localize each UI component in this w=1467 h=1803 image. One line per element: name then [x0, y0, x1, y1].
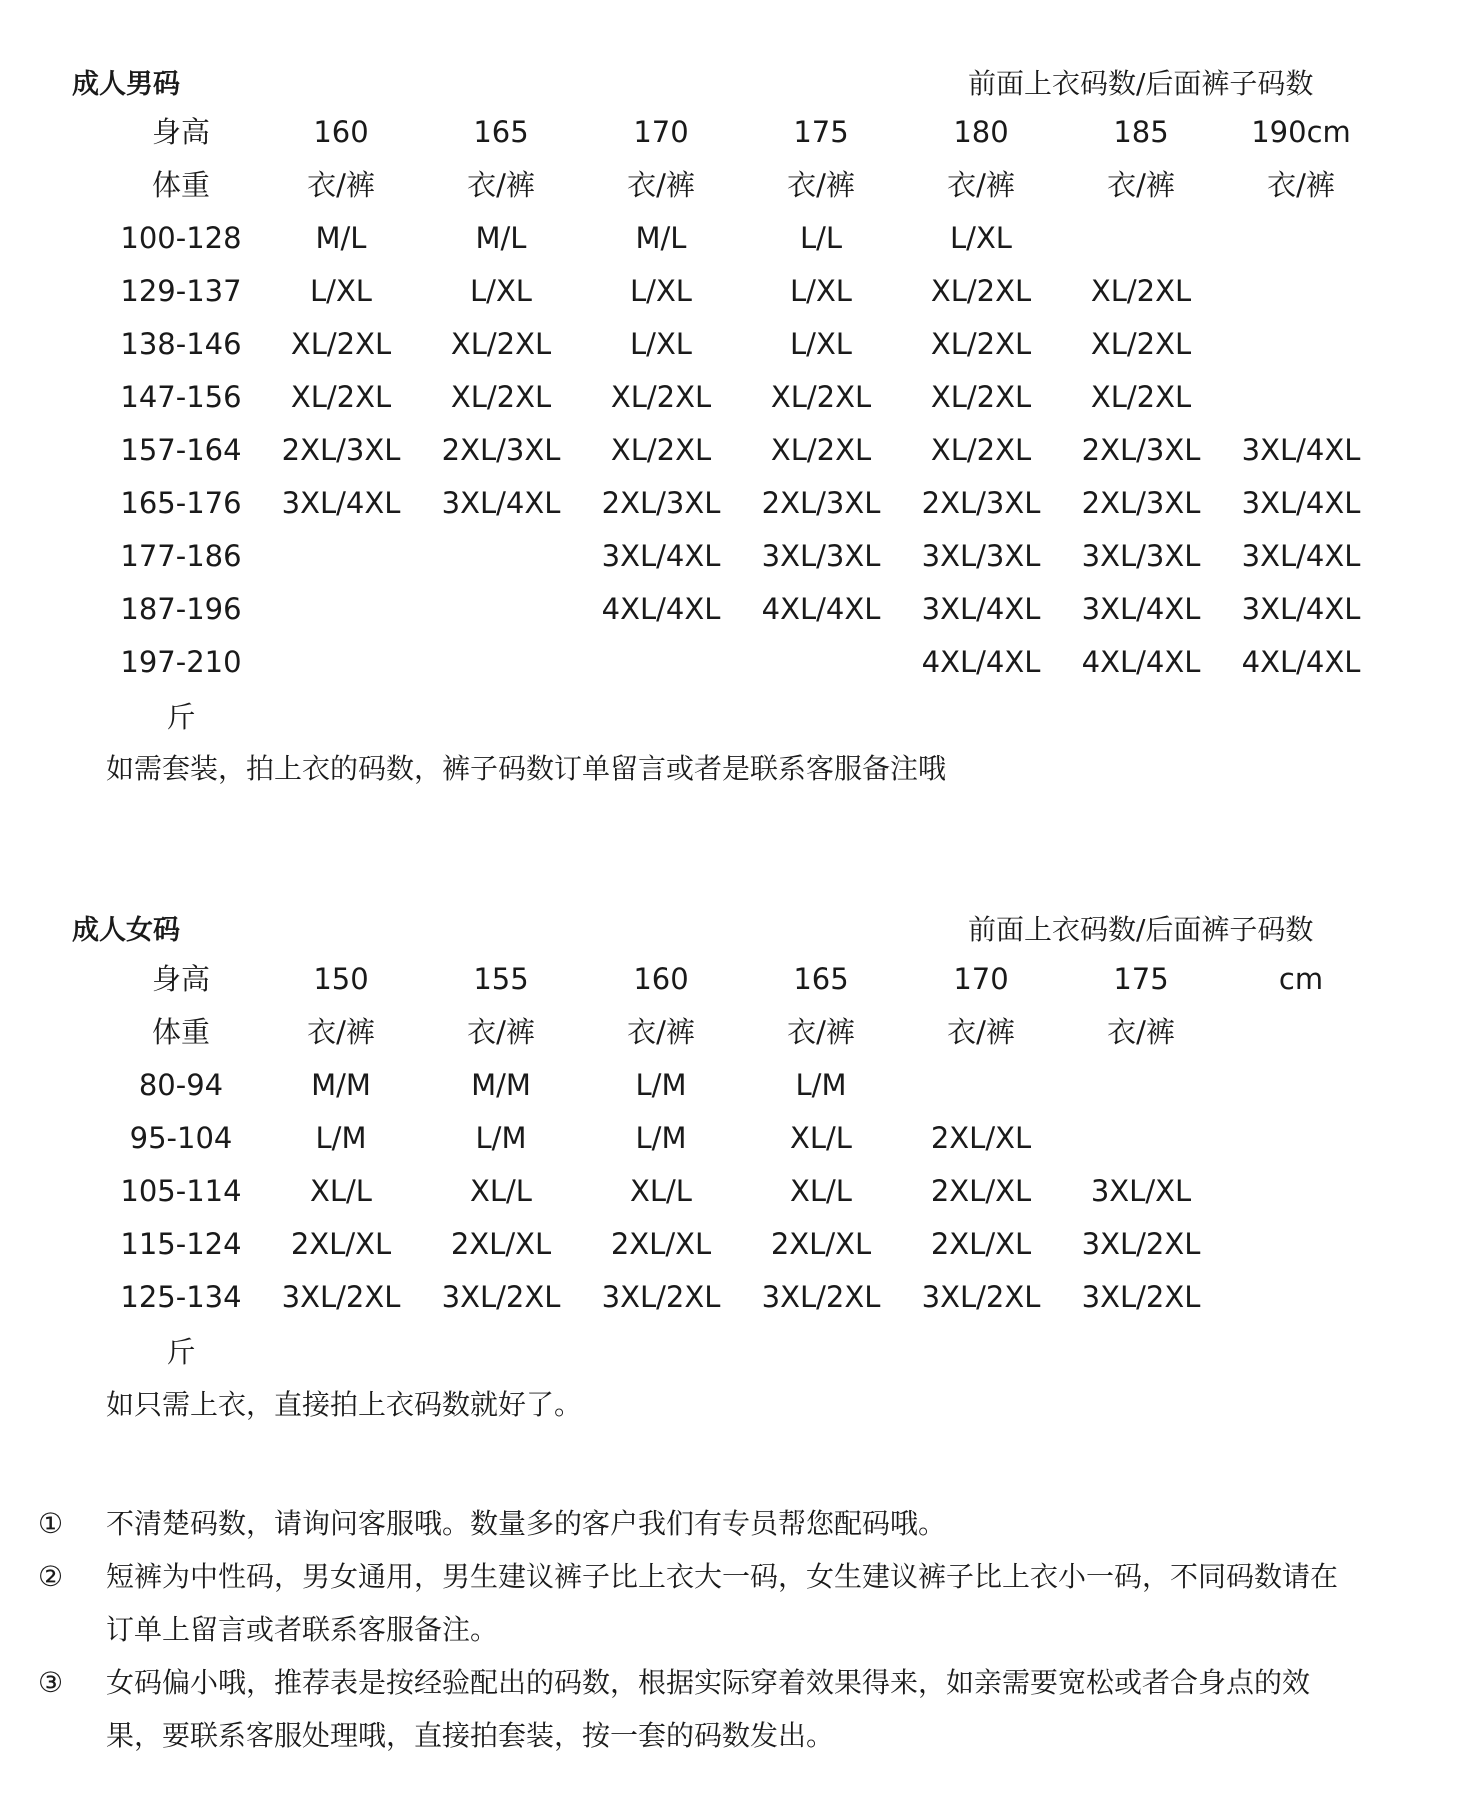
size-cell: 2XL/XL	[290, 1227, 392, 1261]
size-cell: XL/2XL	[930, 274, 1032, 308]
size-cell: 4XL/4XL	[1241, 645, 1361, 679]
size-cell: 3XL/4XL	[1241, 539, 1361, 573]
weight-range-cell: 187-196	[120, 592, 242, 626]
size-cell: L/M	[475, 1121, 527, 1155]
size-cell: 3XL/4XL	[441, 486, 561, 520]
size-cell: 2XL/XL	[610, 1227, 712, 1261]
size-cell: 3XL/2XL	[441, 1280, 561, 1314]
size-cell: M/L	[315, 221, 367, 255]
size-cell: XL/L	[790, 1121, 852, 1155]
note-text: 不清楚码数，请询问客服哦。数量多的客户我们有专员帮您配码哦。	[106, 1507, 947, 1540]
size-cell: 3XL/2XL	[1081, 1280, 1201, 1314]
size-cell: XL/L	[470, 1174, 532, 1208]
weight-range-cell: 177-186	[120, 539, 242, 573]
size-cell: L/XL	[630, 274, 692, 308]
size-cell: 3XL/2XL	[761, 1280, 881, 1314]
men-section-note: 前面上衣码数/后面裤子码数	[968, 67, 1314, 100]
weight-header-cell: 衣/裤	[947, 1015, 1015, 1049]
size-cell: L/XL	[630, 327, 692, 361]
size-cell: XL/2XL	[930, 433, 1032, 467]
size-cell: L/M	[635, 1068, 687, 1102]
size-cell: M/L	[635, 221, 687, 255]
weight-header-cell: 衣/裤	[1107, 168, 1175, 202]
size-cell: 2XL/3XL	[921, 486, 1041, 520]
weight-unit-label: 斤	[166, 700, 196, 734]
size-cell: 3XL/2XL	[921, 1280, 1041, 1314]
note-number: ②	[38, 1560, 64, 1593]
size-cell: M/L	[475, 221, 527, 255]
size-cell: 3XL/XL	[1090, 1174, 1192, 1208]
height-header-cell: 170	[633, 115, 689, 149]
weight-range-cell: 115-124	[120, 1227, 242, 1261]
height-header-cell: 175	[793, 115, 849, 149]
size-cell: 4XL/4XL	[601, 592, 721, 626]
size-cell: XL/2XL	[610, 433, 712, 467]
size-cell: L/XL	[790, 327, 852, 361]
note-text: 女码偏小哦，推荐表是按经验配出的码数，根据实际穿着效果得来，如亲需要宽松或者合身点的效果，要联系客服处理哦，直接拍套装，按一套的码数发出。	[106, 1666, 1311, 1752]
weight-unit-label: 斤	[166, 1335, 196, 1369]
size-cell: 3XL/4XL	[921, 592, 1041, 626]
height-header-cell: 150	[313, 962, 369, 996]
weight-range-cell: 157-164	[120, 433, 242, 467]
height-header-cell: 165	[473, 115, 529, 149]
weight-range-cell: 100-128	[120, 221, 242, 255]
weight-range-cell: 95-104	[129, 1121, 233, 1155]
size-cell: 3XL/4XL	[1081, 592, 1201, 626]
size-cell: L/M	[795, 1068, 847, 1102]
weight-range-cell: 125-134	[120, 1280, 242, 1314]
height-header-cell: 170	[953, 962, 1009, 996]
weight-range-cell: 105-114	[120, 1174, 242, 1208]
size-cell: 3XL/3XL	[1081, 539, 1201, 573]
size-cell: 2XL/XL	[770, 1227, 872, 1261]
weight-header-cell: 衣/裤	[1267, 168, 1335, 202]
size-cell: 3XL/2XL	[281, 1280, 401, 1314]
height-header-cell: 180	[953, 115, 1009, 149]
men-section-title: 成人男码	[72, 69, 180, 100]
size-cell: XL/2XL	[610, 380, 712, 414]
weight-header-cell: 衣/裤	[947, 168, 1015, 202]
weight-header-cell: 衣/裤	[307, 1015, 375, 1049]
size-cell: L/XL	[790, 274, 852, 308]
weight-header-cell: 衣/裤	[307, 168, 375, 202]
size-cell: 2XL/3XL	[761, 486, 881, 520]
height-header-cell: 190cm	[1251, 115, 1351, 149]
weight-header-cell: 衣/裤	[467, 1015, 535, 1049]
height-header-cell: 175	[1113, 962, 1169, 996]
weight-header-label: 体重	[151, 1015, 210, 1049]
weight-range-cell: 129-137	[120, 274, 242, 308]
size-cell: 2XL/3XL	[281, 433, 401, 467]
size-cell: 3XL/4XL	[1241, 486, 1361, 520]
size-cell: XL/2XL	[930, 327, 1032, 361]
size-cell: 2XL/3XL	[601, 486, 721, 520]
weight-range-cell: 80-94	[138, 1068, 224, 1102]
size-cell: 4XL/4XL	[921, 645, 1041, 679]
size-cell: XL/2XL	[290, 327, 392, 361]
size-cell: L/M	[315, 1121, 367, 1155]
height-header-label: 身高	[151, 962, 210, 996]
height-header-cell: 155	[473, 962, 529, 996]
size-cell: M/M	[471, 1068, 531, 1102]
size-cell: 2XL/3XL	[1081, 433, 1201, 467]
size-cell: 3XL/4XL	[1241, 433, 1361, 467]
weight-range-cell: 165-176	[120, 486, 242, 520]
size-cell: M/M	[311, 1068, 371, 1102]
size-cell: 3XL/4XL	[601, 539, 721, 573]
size-cell: 2XL/XL	[930, 1174, 1032, 1208]
size-cell: 2XL/XL	[930, 1227, 1032, 1261]
size-cell: L/M	[635, 1121, 687, 1155]
women-section-title: 成人女码	[72, 915, 180, 946]
size-cell: XL/2XL	[770, 433, 872, 467]
height-header-cell: cm	[1278, 962, 1324, 996]
height-header-cell: 160	[633, 962, 689, 996]
size-cell: XL/L	[310, 1174, 372, 1208]
weight-header-cell: 衣/裤	[787, 168, 855, 202]
size-cell: XL/2XL	[1090, 327, 1192, 361]
size-cell: 4XL/4XL	[1081, 645, 1201, 679]
size-cell: L/XL	[310, 274, 372, 308]
size-cell: XL/2XL	[930, 380, 1032, 414]
size-cell: 3XL/3XL	[921, 539, 1041, 573]
size-cell: XL/L	[790, 1174, 852, 1208]
weight-range-cell: 138-146	[120, 327, 242, 361]
size-cell: 2XL/3XL	[1081, 486, 1201, 520]
weight-range-cell: 197-210	[120, 645, 242, 679]
women-section-note: 前面上衣码数/后面裤子码数	[968, 913, 1314, 946]
size-cell: 4XL/4XL	[761, 592, 881, 626]
size-cell: 3XL/4XL	[1241, 592, 1361, 626]
weight-header-cell: 衣/裤	[1107, 1015, 1175, 1049]
weight-range-cell: 147-156	[120, 380, 242, 414]
women-footnote: 如只需上衣，直接拍上衣码数就好了。	[106, 1388, 583, 1421]
height-header-cell: 160	[313, 115, 369, 149]
note-number: ③	[38, 1666, 64, 1699]
size-cell: 3XL/3XL	[761, 539, 881, 573]
size-cell: 2XL/XL	[450, 1227, 552, 1261]
height-header-cell: 185	[1113, 115, 1169, 149]
size-cell: XL/2XL	[1090, 274, 1192, 308]
height-header-label: 身高	[151, 115, 210, 149]
weight-header-cell: 衣/裤	[467, 168, 535, 202]
size-cell: 3XL/2XL	[1081, 1227, 1201, 1261]
height-header-cell: 165	[793, 962, 849, 996]
weight-header-label: 体重	[151, 168, 210, 202]
size-cell: L/XL	[470, 274, 532, 308]
men-footnote: 如需套装，拍上衣的码数，裤子码数订单留言或者是联系客服备注哦	[106, 752, 947, 785]
size-cell: 2XL/XL	[930, 1121, 1032, 1155]
weight-header-cell: 衣/裤	[627, 1015, 695, 1049]
size-cell: XL/2XL	[1090, 380, 1192, 414]
size-cell: L/L	[799, 221, 843, 255]
size-cell: XL/2XL	[770, 380, 872, 414]
size-cell: XL/2XL	[450, 327, 552, 361]
note-number: ①	[38, 1507, 64, 1540]
weight-header-cell: 衣/裤	[787, 1015, 855, 1049]
size-cell: XL/2XL	[290, 380, 392, 414]
size-cell: 3XL/2XL	[601, 1280, 721, 1314]
size-cell: XL/L	[630, 1174, 692, 1208]
note-text: 短裤为中性码，男女通用，男生建议裤子比上衣大一码，女生建议裤子比上衣小一码，不同码数请在订单上留言或者联系客服备注。	[106, 1560, 1339, 1646]
size-cell: 3XL/4XL	[281, 486, 401, 520]
size-cell: 2XL/3XL	[441, 433, 561, 467]
size-cell: L/XL	[950, 221, 1012, 255]
weight-header-cell: 衣/裤	[627, 168, 695, 202]
size-cell: XL/2XL	[450, 380, 552, 414]
